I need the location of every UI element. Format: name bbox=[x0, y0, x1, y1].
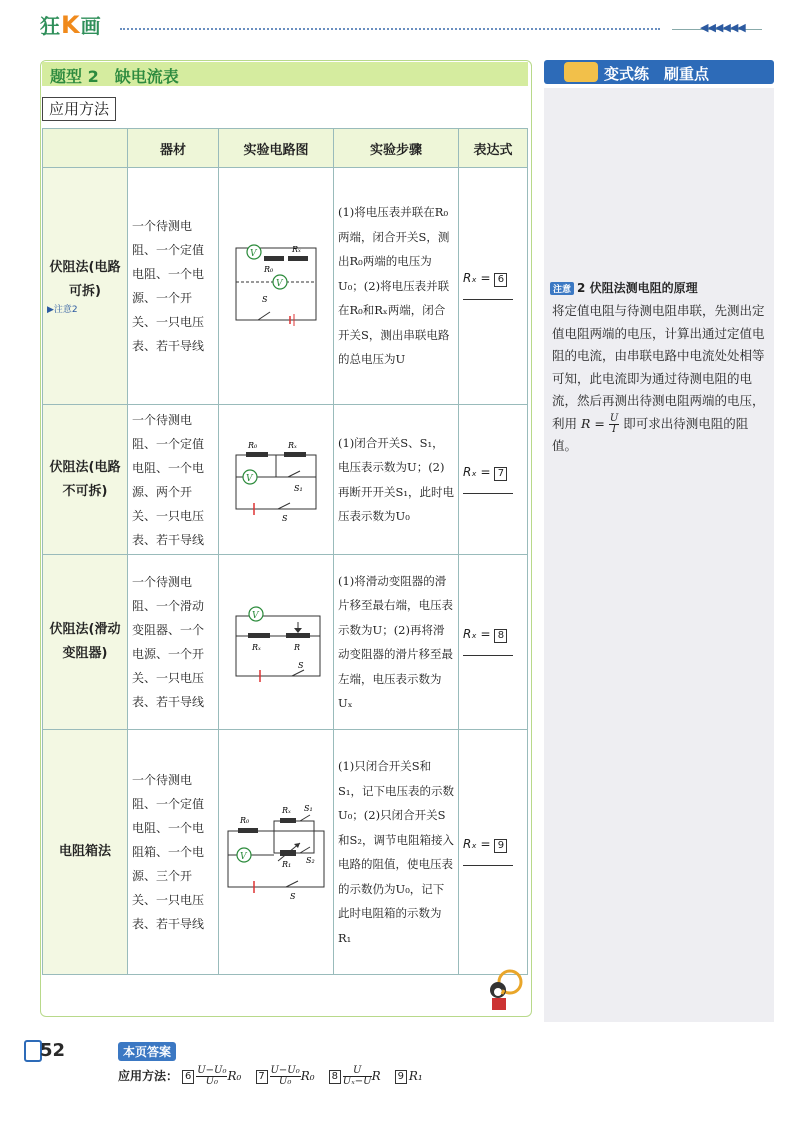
rx-label: Rₓ bbox=[282, 805, 291, 815]
resistor-rx-icon bbox=[280, 818, 296, 823]
note-link[interactable]: ▶注意2 bbox=[47, 305, 78, 315]
r-label: R bbox=[294, 642, 301, 652]
switch-s1-icon bbox=[288, 471, 300, 477]
answer-tail: R bbox=[371, 1069, 381, 1083]
voltmeter-label: V bbox=[252, 610, 259, 621]
table-row bbox=[43, 730, 528, 975]
steps-cell: (1)将电压表并联在R₀两端，闭合开关S，测出R₀两端的电压为U₀；(2)将电压表并联在R₀和Rₓ两端，闭合开关S，测出串联电路的总电压为U bbox=[334, 168, 459, 405]
switch-s2-icon bbox=[300, 847, 310, 853]
sidebar-title-bar bbox=[544, 60, 774, 84]
table-header-cell: 器材 bbox=[128, 129, 219, 168]
answer-numerator: U−U₀ bbox=[197, 1065, 227, 1076]
method-name: 伏阻法(电路不可拆) bbox=[49, 459, 121, 499]
header-arrows-icon: ◀◀◀◀◀◀ bbox=[700, 21, 745, 34]
answers-label: 本页答案 bbox=[118, 1042, 176, 1061]
expression-var: Rₓ = bbox=[463, 464, 491, 479]
answer-box[interactable]: 9 bbox=[494, 839, 507, 853]
answer-blank[interactable] bbox=[463, 865, 513, 866]
expression-cell bbox=[459, 555, 528, 730]
answer-blank[interactable] bbox=[463, 655, 513, 656]
s1-label: S₁ bbox=[304, 803, 313, 813]
formula-denominator: I bbox=[612, 423, 617, 435]
answer-blank[interactable] bbox=[463, 299, 513, 300]
note-tag: 注意 bbox=[550, 282, 574, 295]
answers-row bbox=[118, 1066, 433, 1087]
s2-label: S₂ bbox=[306, 855, 315, 865]
r1-label: R₁ bbox=[282, 859, 292, 869]
logo-right: 画 bbox=[80, 14, 102, 38]
method-name: 伏阻法(电路可拆) bbox=[49, 260, 121, 299]
answers-row-label: 应用方法： bbox=[118, 1069, 179, 1083]
circuit-diagram-1 bbox=[224, 230, 328, 340]
circuit-diagram-3 bbox=[224, 596, 328, 686]
logo bbox=[40, 10, 102, 39]
section-title: 题型 2 缺电流表 bbox=[50, 67, 179, 86]
method-name-cell bbox=[43, 405, 128, 555]
sidebar-panel bbox=[544, 88, 774, 1022]
resistor-rx-icon bbox=[288, 256, 308, 261]
resistor-r0-icon bbox=[246, 452, 268, 457]
header-dotted-line bbox=[120, 28, 660, 30]
materials-cell: 一个待测电阻、一个定值电阻、一个电阻箱、一个电源、三个开关、一只电压表、若干导线 bbox=[128, 730, 219, 975]
method-label: 应用方法 bbox=[42, 97, 116, 121]
rheostat-icon bbox=[286, 633, 310, 638]
circuit-cell bbox=[219, 555, 334, 730]
switch-s1-icon bbox=[300, 815, 310, 821]
switch-label: S bbox=[290, 891, 296, 899]
steps-cell: (1)闭合开关S、S₁，电压表示数为U；(2)再断开开关S₁，此时电压表示数为U₀ bbox=[334, 405, 459, 555]
table-header-cell: 表达式 bbox=[459, 129, 528, 168]
switch-icon bbox=[278, 503, 290, 509]
switch-icon bbox=[286, 881, 298, 887]
answer-item bbox=[182, 1066, 241, 1087]
answer-number: 7 bbox=[256, 1070, 268, 1084]
materials-cell: 一个待测电阻、一个定值电阻、一个电源、两个开关、一只电压表、若干导线 bbox=[128, 405, 219, 555]
slider-arrow-icon bbox=[294, 628, 302, 633]
answer-box[interactable]: 7 bbox=[494, 467, 507, 481]
r0-label: R₀ bbox=[264, 264, 274, 274]
answer-fraction bbox=[270, 1066, 301, 1087]
answer-fraction bbox=[196, 1066, 227, 1087]
answer-numerator: U−U₀ bbox=[270, 1065, 300, 1076]
answer-denominator: U₀ bbox=[205, 1076, 219, 1087]
expression-var: Rₓ = bbox=[463, 627, 491, 641]
section-title-bar bbox=[42, 62, 528, 86]
answer-tail: R₀ bbox=[300, 1069, 315, 1083]
steps-cell: (1)只闭合开关S和S₁，记下电压表的示数U₀；(2)只闭合开关S和S₂，调节电阻箱接入电路的阻值，使电压表的示数仍为U₀，记下此时电阻箱的示数为R₁ bbox=[334, 730, 459, 975]
table-row bbox=[43, 405, 528, 555]
table-header-cell: 实验步骤 bbox=[334, 129, 459, 168]
note-text-part: 即可求出待测电阻的阻值。 bbox=[552, 415, 749, 453]
rx-label: Rₓ bbox=[288, 441, 297, 450]
materials-cell: 一个待测电阻、一个定值电阻、一个电源、一个开关、一只电压表、若干导线 bbox=[128, 168, 219, 405]
table-header-cell: 实验电路图 bbox=[219, 129, 334, 168]
expression-cell bbox=[459, 405, 528, 555]
expression-var: Rₓ = bbox=[463, 837, 491, 851]
answer-item bbox=[256, 1066, 315, 1087]
resistor-rx-icon bbox=[284, 452, 306, 457]
logo-k: K bbox=[61, 11, 81, 39]
voltmeter-label: V bbox=[246, 474, 253, 484]
expression-cell bbox=[459, 168, 528, 405]
method-name-cell bbox=[43, 555, 128, 730]
r0-label: R₀ bbox=[248, 441, 258, 450]
switch-label: S bbox=[262, 294, 268, 304]
method-name-cell bbox=[43, 730, 128, 975]
voltmeter-label: V bbox=[240, 851, 247, 862]
table-header-cell bbox=[43, 129, 128, 168]
answer-tail: R₁ bbox=[408, 1069, 423, 1084]
resistor-rx-icon bbox=[248, 633, 270, 638]
table-row bbox=[43, 555, 528, 730]
circuit-cell bbox=[219, 168, 334, 405]
table-header-row bbox=[43, 129, 528, 168]
methods-table bbox=[42, 128, 528, 975]
note-number: 2 bbox=[577, 281, 586, 295]
note-title: 伏阻法测电阻的原理 bbox=[589, 281, 698, 295]
steps-cell: (1)将滑动变阻器的滑片移至最右端，电压表示数为U；(2)再将滑动变阻器的滑片移至最左端，电压表示数为Uₓ bbox=[334, 555, 459, 730]
method-name: 伏阻法(滑动变阻器) bbox=[49, 622, 121, 661]
note-body bbox=[552, 300, 770, 458]
answer-box[interactable]: 6 bbox=[494, 273, 507, 287]
answer-item bbox=[395, 1069, 423, 1084]
switch-label: S bbox=[282, 514, 288, 523]
answer-number: 8 bbox=[329, 1070, 341, 1084]
circuit-cell bbox=[219, 405, 334, 555]
page-number: 52 bbox=[40, 1040, 66, 1061]
answer-denominator: Uₓ−U bbox=[342, 1076, 372, 1087]
expression-cell bbox=[459, 730, 528, 975]
answer-tail: R₀ bbox=[227, 1069, 242, 1083]
answer-box[interactable]: 8 bbox=[494, 629, 507, 643]
voltmeter-label: V bbox=[250, 248, 257, 259]
rx-label: Rₓ bbox=[292, 244, 301, 254]
mascot-detective-icon bbox=[478, 968, 526, 1014]
formula-numerator: U bbox=[609, 412, 619, 424]
expression-var: Rₓ = bbox=[463, 271, 491, 285]
answer-numerator: U bbox=[343, 1066, 372, 1077]
formula-lhs: R = bbox=[580, 415, 605, 431]
answer-number: 6 bbox=[182, 1070, 194, 1084]
note-heading bbox=[550, 279, 698, 296]
answer-blank[interactable] bbox=[463, 493, 513, 494]
answer-fraction bbox=[343, 1066, 372, 1087]
sidebar-title: 变式练 刷重点 bbox=[604, 65, 710, 83]
materials-cell: 一个待测电阻、一个滑动变阻器、一个电源、一个开关、一只电压表、若干导线 bbox=[128, 555, 219, 730]
reading-kid-icon bbox=[564, 62, 598, 82]
answer-number: 9 bbox=[395, 1070, 407, 1084]
formula-fraction bbox=[609, 414, 619, 435]
logo-left: 狂 bbox=[40, 14, 61, 38]
table-row bbox=[43, 168, 528, 405]
switch-icon bbox=[292, 670, 304, 676]
circuit-diagram-2 bbox=[224, 433, 328, 523]
s1-label: S₁ bbox=[294, 484, 303, 493]
r0-label: R₀ bbox=[240, 815, 250, 825]
method-name-cell bbox=[43, 168, 128, 405]
method-name: 电阻箱法 bbox=[58, 844, 111, 859]
note-text-part: 将定值电阻与待测电阻串联，先测出定值电阻两端的电压，计算出通过定值电阻的电流，由串联电路中电流处处相等可知，此电流即为通过待测电阻的电流，然后再测出待测电阻两端的电压，利用 bbox=[552, 303, 765, 431]
switch-label: S bbox=[298, 660, 304, 670]
switch-icon bbox=[258, 312, 270, 320]
resistor-r0-icon bbox=[238, 828, 258, 833]
answer-denominator: U₀ bbox=[278, 1076, 292, 1087]
voltmeter-label: V bbox=[276, 278, 283, 289]
answer-item bbox=[329, 1066, 381, 1087]
circuit-cell bbox=[219, 730, 334, 975]
circuit-diagram-4 bbox=[224, 803, 328, 899]
rx-label: Rₓ bbox=[252, 642, 261, 652]
resistor-r0-icon bbox=[264, 256, 284, 261]
